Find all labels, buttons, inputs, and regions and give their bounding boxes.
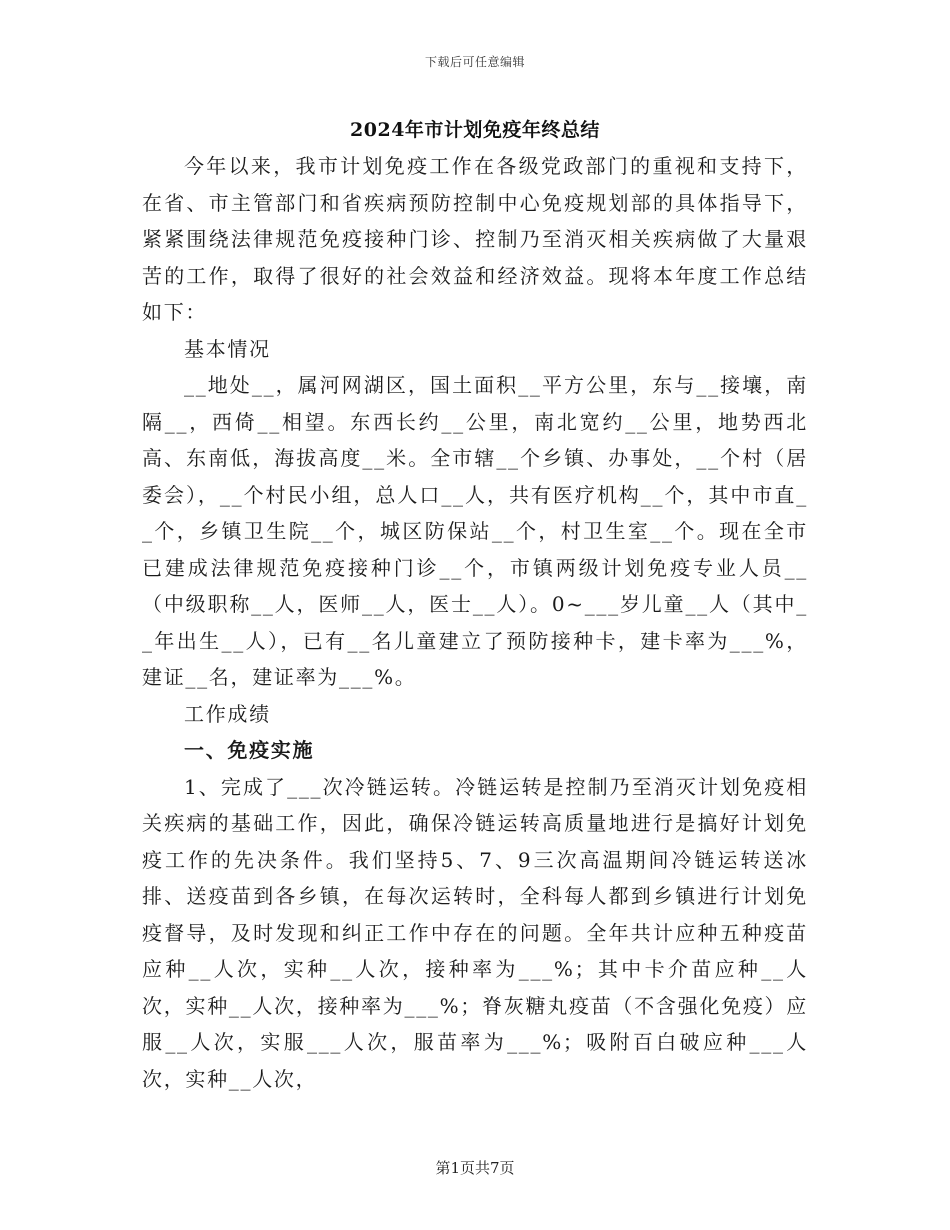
cold-chain-paragraph: 1、完成了___次冷链运转。冷链运转是控制乃至消灭计划免疫相关疾病的基础工作，因此，确保冷链运转高质量地进行是搞好计划免疫工作的先决条件。我们坚持5、7、9三次高温期间冷链运转送冰排、送疫苗到各乡镇，在每次运转时，全科每人都到乡镇进行计划免疫督导，及时发现和纠正工作中存在的问题。全年共计应种五种疫苗应种__人次，实种__人次，接种率为___%；其中卡介苗应种__人次，实种__人次，接种率为___%；脊灰糖丸疫苗（不含强化免疫）应服__人次，实服___人次，服苗率为___%；吸附百白破应种___人次，实种__人次， [142, 774, 808, 1091]
document-title: 2024年市计划免疫年终总结 [350, 119, 600, 141]
subsection-heading-immunization: 一、免疫实施 [184, 738, 315, 762]
basic-info-paragraph: __地处__，属河网湖区，国土面积__平方公里，东与__接壤，南隔__，西倚__相望。东西长约__公里，南北宽约__公里，地势西北高、东南低，海拔高度__米。全市辖__个乡镇、办事处，__个村（居委会），__个村民小组，总人口__人，共有医疗机构__个，其中市直__个，乡镇卫生院__个，城区防保站__个，村卫生室__个。现在全市已建成法律规范免疫接种门诊__个，市镇两级计划免疫专业人员__（中级职称__人，医师__人，医士__人）。0~___岁儿童__人（其中__年出生__人），已有__名儿童建立了预防接种卡，建卡率为___%，建证__名，建证率为___%。 [142, 373, 808, 689]
header-note: 下载后可任意编辑 [424, 55, 525, 69]
section-heading-achievements: 工作成绩 [184, 701, 271, 726]
page-number: 第1页共7页 [435, 1159, 515, 1177]
intro-paragraph: 今年以来，我市计划免疫工作在各级党政部门的重视和支持下，在省、市主管部门和省疾病预防控制中心免疫规划部的具体指导下，紧紧围绕法律规范免疫接种门诊、控制乃至消灭相关疾病做了大量艰苦的工作，取得了很好的社会效益和经济效益。现将本年度工作总结如下： [142, 154, 808, 324]
document-body [142, 148, 808, 1097]
section-heading-basic-info: 基本情况 [184, 336, 271, 361]
